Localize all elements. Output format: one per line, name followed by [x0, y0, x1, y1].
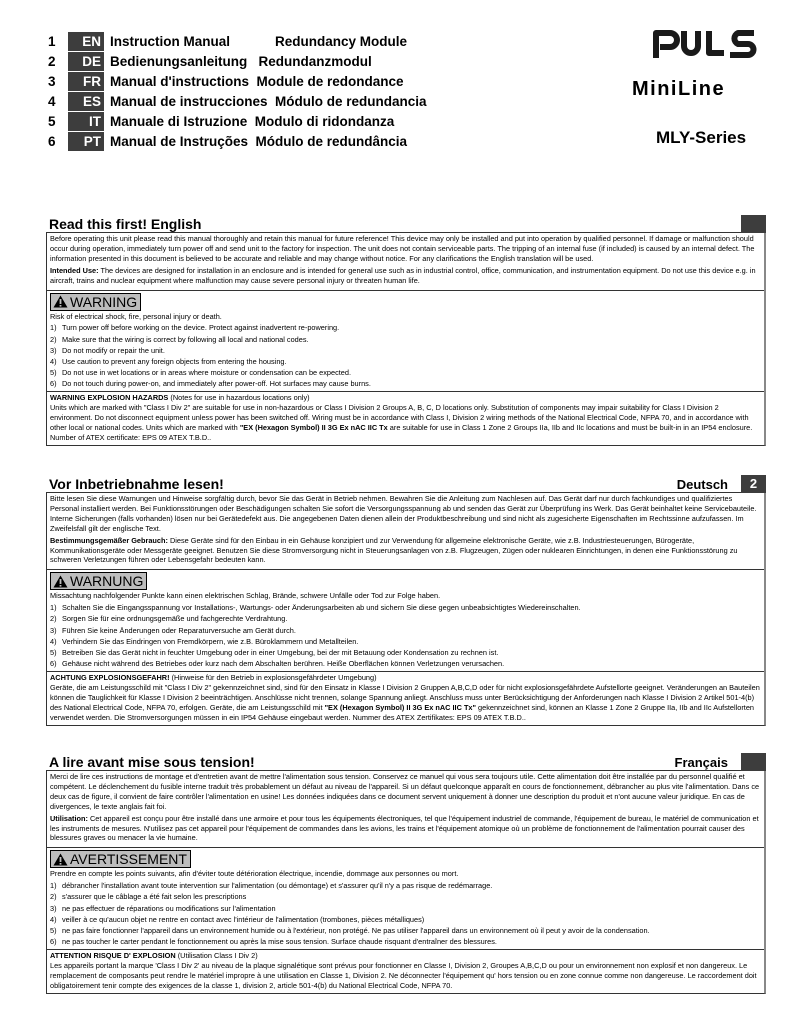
product-series: MLY-Series: [656, 128, 747, 147]
item-text: débrancher l'installation avant toute intervention sur l'alimentation (ou démontage) et s'assurer qu'il n'y a pas risque de redémarrage.: [62, 881, 493, 891]
explosion-heading: ACHTUNG EXPLOSIONSGEFAHR!: [50, 673, 170, 683]
explosion-heading: ATTENTION RISQUE D' EXPLOSION: [50, 951, 176, 961]
item-text: ne pas effectuer de réparations ou modifications sur l'alimentation: [62, 903, 276, 913]
language-row: [48, 51, 372, 71]
intended-use-label: Intended Use:: [50, 265, 99, 275]
language-number: 1: [48, 33, 56, 49]
warning-list-item: [50, 368, 761, 378]
warning-label: AVERTISSEMENT: [70, 851, 187, 868]
item-text: Do not modify or repair the unit.: [62, 345, 165, 355]
language-code-tag: EN: [68, 32, 104, 51]
item-text: s'assurer que le câblage a été fait selon les prescriptions: [62, 892, 247, 902]
warning-label: WARNING: [70, 293, 138, 310]
warning-list-item: [50, 346, 761, 356]
section-language: Français: [674, 755, 728, 770]
intended-use: [50, 266, 761, 286]
warning-list-item: [50, 323, 761, 333]
explosion-text: Geräte, die am Leistungsschild mit "Class I Div 2" gekennzeichnet sind, sind für den Einsatz in Klasse I Division 2 Gruppen A,B,C,D oder für nicht explosionsgefährdete Aufstellorte geeignet. Veränderungen an Bauteilen können die Tauglichkeit für Klasse I Division 2 beeinträchtigen. Anschlüsse nicht trennen, solange Spannung anliegt. Anschluss muss unter Berücksichtigung der Anforderungen nach Klasse I Division 2 Artikel 501-4(b) des National Electrical Code, NFPA 70, erfolgen. Geräte, die am Leistungsschild mit: [50, 683, 760, 712]
language-title: Manual de Instruções Módulo de redundância: [110, 133, 408, 149]
language-row: [48, 111, 394, 131]
explosion-heading: WARNING EXPLOSION HAZARDS: [50, 393, 169, 403]
intro-text: Before operating this unit please read this manual thoroughly and retain this manual for future reference! This device may only be installed and put into operation by qualified personnel. If damage or malfunction should occur during operation, immediately turn power off and send unit to the factory for inspection. The unit does not contain serviceable parts. The tripping of an internal fuse (if included) is caused by an internal defect. The information presented in this document is believed to be accurate and reliable and may change without notice. For any clarifications the English translation will be used.: [50, 234, 755, 263]
item-number: 2): [50, 614, 57, 624]
section-box: [46, 232, 766, 446]
item-text: Verhindern Sie das Eindringen von Fremdkörpern, wie z.B. Büroklammern und Metallteilen.: [62, 636, 359, 646]
section-header: [46, 216, 766, 232]
language-code-tag: IT: [68, 112, 104, 131]
item-text: Gehäuse nicht während des Betriebes oder kurz nach dem Abschalten berühren. Heiße Oberflächen können Verletzungen verursachen.: [62, 659, 505, 669]
warning-list: [50, 603, 761, 669]
warning-block: [47, 848, 764, 950]
language-number: 2: [48, 53, 56, 69]
item-number: 3): [50, 625, 57, 635]
warning-block: [47, 570, 764, 672]
section-german: [46, 476, 766, 726]
intended-use-text: Cet appareil est conçu pour être installé dans une armoire et pour tous les équipements électroniques, tel que l'équipement industriel de commande, l'équipement de bureau, le matériel de communication et les instruments de mesures. N'utilisez pas cet appareil pour l'équipement de commandes dans les avions, les trains et l'équipement atomique où un problème de fonctionnement de l'alimentation pourrait causer des blessures graves ou menacer la vie humaine.: [50, 813, 759, 843]
item-number: 4): [50, 357, 57, 367]
warning-list-item: [50, 379, 761, 389]
language-code-tag: PT: [68, 132, 104, 151]
item-text: ne pas toucher le carter pendant le fonctionnement ou après la mise sous tension. Surface chaude risquant d'entraîner des blessures.: [62, 937, 497, 947]
warning-badge: [50, 572, 147, 590]
language-row: [48, 91, 427, 111]
warning-intro: Risk of electrical shock, fire, personal injury or death.: [50, 311, 222, 321]
warning-list-item: [50, 335, 761, 345]
item-text: Führen Sie keine Änderungen oder Reparaturversuche am Gerät durch.: [62, 625, 296, 635]
section-number-tab: 2: [741, 475, 766, 493]
section-title: Read this first! English: [49, 216, 202, 232]
language-number: 3: [48, 73, 56, 89]
language-row: [48, 31, 407, 51]
warning-list-item: [50, 937, 761, 947]
section-number-tab: [741, 215, 766, 233]
item-number: 1): [50, 603, 57, 613]
explosion-text: Les appareils portant la marque 'Class I Div 2' au niveau de la plaque signalétique sont prévus pour fonctionner en Classe I, Division 2, Groupes A,B,C,D ou pour un environnement non explosif et non dangereux. Le remplacement de composants peut rendre le matériel impropre à une utilisation en Classe 1, Division 2. Ne déconnecter l'équipement qu' hors tension ou en zone connue comme non dangereuse. Le raccordement doit obligatoirement tenir compte des exigences de la classe 1, division 2, article 501-4(b) du National Electrical Code, NFPA 70.: [50, 961, 757, 990]
warning-list: [50, 881, 761, 947]
item-text: ne pas faire fonctionner l'appareil dans un environnement humide ou à l'extérieur, non protégé. Ne pas utiliser l'appareil dans un environnement où il peut y avoir de la condensation.: [62, 926, 650, 936]
section-french: [46, 754, 766, 994]
intended-use: [50, 814, 761, 844]
language-row: [48, 71, 404, 91]
item-number: 1): [50, 323, 57, 333]
warning-list-item: [50, 614, 761, 624]
intended-use-text: The devices are designed for installation in an enclosure and is intended for general use such as in industrial control, office, communication, and instrumentation equipment. Do not use this device e.g. in aircraft, trains and nuclear equipment where malfunction may cause severe personal injury or threaten human life.: [50, 265, 756, 285]
explosion-marking: "EX (Hexagon Symbol) II 3G Ex nAC IIC Tx: [239, 423, 388, 433]
warning-list-item: [50, 892, 761, 902]
item-number: 1): [50, 881, 57, 891]
section-header: [46, 754, 766, 770]
warning-list-item: [50, 904, 761, 914]
warning-badge: [50, 293, 141, 311]
intended-use: [50, 536, 761, 566]
language-number: 6: [48, 133, 56, 149]
item-text: Do not touch during power-on, and immediately after power-off. Hot surfaces may cause burns.: [62, 379, 371, 389]
section-title: Vor Inbetriebnahme lesen!: [49, 476, 224, 492]
item-text: Betreiben Sie das Gerät nicht in feuchter Umgebung oder in einer Umgebung, bei der mit Betauung oder Kondensation zu rechnen ist.: [62, 648, 499, 658]
item-number: 6): [50, 659, 57, 669]
language-code-tag: DE: [68, 52, 104, 71]
explosion-block: [47, 392, 764, 445]
item-number: 3): [50, 345, 57, 355]
puls-logo: [652, 28, 758, 58]
language-number: 5: [48, 113, 56, 129]
item-number: 4): [50, 636, 57, 646]
section-box: [46, 492, 766, 726]
item-number: 6): [50, 379, 57, 389]
warning-badge: [50, 850, 191, 868]
explosion-note: (Notes for use in hazardous locations only): [168, 393, 310, 403]
item-number: 3): [50, 903, 57, 913]
language-row: [48, 131, 407, 151]
section-english: [46, 216, 766, 446]
section-language: Deutsch: [676, 477, 728, 492]
warning-list: [50, 323, 761, 389]
explosion-note: (Utilisation Class I Div 2): [175, 951, 258, 961]
warning-list-item: [50, 626, 761, 636]
warning-list-item: [50, 637, 761, 647]
section-header: [46, 476, 766, 492]
language-code-tag: FR: [68, 72, 104, 91]
item-text: veiller à ce qu'aucun objet ne rentre en contact avec l'intérieur de l'alimentation (trombones, pièces métalliques): [62, 914, 425, 924]
item-number: 2): [50, 892, 57, 902]
warning-intro: Missachtung nachfolgender Punkte kann einen elektrischen Schlag, Brände, schwere Unfälle oder Tod zur Folge haben.: [50, 591, 441, 601]
item-text: Use caution to prevent any foreign objects from entering the housing.: [62, 357, 287, 367]
warning-list-item: [50, 915, 761, 925]
item-text: Turn power off before working on the device. Protect against inadvertent re-powering.: [62, 323, 340, 333]
warning-list-item: [50, 881, 761, 891]
explosion-block: [47, 672, 764, 725]
intended-use-label: Bestimmungsgemäßer Gebrauch:: [50, 535, 168, 545]
language-title: Manual de instrucciones Módulo de redundancia: [110, 93, 427, 109]
language-title: Instruction Manual Redundancy Module: [110, 33, 408, 49]
item-number: 5): [50, 926, 57, 936]
explosion-block: [47, 950, 764, 993]
intro-block: [47, 493, 764, 570]
item-number: 2): [50, 334, 57, 344]
item-text: Do not use in wet locations or in areas where moisture or condensation can be expected.: [62, 368, 352, 378]
warning-list-item: [50, 603, 761, 613]
language-title: Bedienungsanleitung Redundanzmodul: [110, 53, 372, 69]
warning-list-item: [50, 357, 761, 367]
intro-text: Merci de lire ces instructions de montage et d'entretien avant de mettre l'alimentation sous tension. Conservez ce manuel qui vous sera toujours utile. Cette alimentation doit être installée par du personnel qualifié et compétent. Le déclenchement du fusible interne traduit très probablement un défaut au niveau de l'appareil. Si un défaut quelconque apparaît en cours de fonctionnement, débrancher au plus vite l'alimentation. Dans ce deux cas de figure, il convient de faire contrôler l'alimentation en usine! Les données indiquées dans ce document servent uniquement à donner une description du produit et n'ont aucune valeur juridique. En cas de divergences, le texte anglais fait foi.: [50, 772, 760, 811]
warning-triangle-icon: [53, 295, 68, 308]
warning-triangle-icon: [53, 575, 68, 588]
item-number: 5): [50, 368, 57, 378]
section-title: A lire avant mise sous tension!: [49, 754, 255, 770]
intro-block: [47, 771, 764, 848]
language-title: Manuale di Istruzione Modulo di ridondanza: [110, 113, 395, 129]
item-number: 4): [50, 914, 57, 924]
section-number-tab: [741, 753, 766, 771]
product-line: MiniLine: [632, 78, 726, 100]
explosion-marking: "EX (Hexagon Symbol) II 3G Ex nAC IIC Tx": [324, 702, 476, 712]
warning-list-item: [50, 926, 761, 936]
warning-intro: Prendre en compte les points suivants, afin d'éviter toute détérioration électrique, incendie, dommage aux personnes ou mort.: [50, 869, 459, 879]
item-text: Make sure that the wiring is correct by following all local and national codes.: [62, 334, 309, 344]
explosion-text-end: are suitable for use in Class 1 Zone 2 Groups IIa, IIb and IIc locations and must be built-in in an IP54 enclosure. Number of ATEX certificate: EPS 09 ATEX T.B.D..: [50, 423, 753, 442]
item-number: 5): [50, 648, 57, 658]
language-code-tag: ES: [68, 92, 104, 111]
explosion-note: (Hinweise für den Betrieb in explosionsgefährdeter Umgebung): [169, 673, 377, 683]
intended-use-label: Utilisation:: [50, 813, 88, 823]
warning-label: WARNUNG: [70, 573, 144, 590]
language-title: Manual d'instructions Module de redondance: [110, 73, 404, 89]
language-number: 4: [48, 93, 56, 109]
item-text: Sorgen Sie für eine ordnungsgemäße und fachgerechte Verdrahtung.: [62, 614, 288, 624]
intro-block: [47, 233, 764, 291]
warning-block: [47, 291, 764, 393]
item-text: Schalten Sie die Eingangsspannung vor Installations-, Wartungs- oder Änderungsarbeiten ab und sichern Sie diese gegen unbeabsichtigtes Wiedereinschalten.: [62, 603, 581, 613]
item-number: 6): [50, 937, 57, 947]
explosion-text-end: gekennzeichnet sind, können an Klasse 1 Zone 2 Gruppe IIa, IIb and IIc Aufstellorten verwendet werden. Die Stromversorgungen müssen in ein IP54 Gehäuse eingebaut werden. Nummer des ATEX Zertifikates: EPS 09 ATEX T.B.D..: [50, 702, 755, 722]
intro-text: Bitte lesen Sie diese Warnungen und Hinweise sorgfältig durch, bevor Sie das Gerät in Betrieb nehmen. Bewahren Sie die Anleitung zum Nachlesen auf. Das Gerät darf nur durch fachkundiges und qualifiziertes Personal installiert werden. Bei Funktionsstörungen oder Beschädigungen schalten Sie sofort die Versorgungsspannung ab und senden das Gerät zur Überprüfung ins Werk. Das Gerät beinhaltet keine Servicebauteile. Interne Sicherungen (falls vorhanden) lösen nur bei Gerätedefekt aus. Die angegebenen Daten dienen allein der Produktbeschreibung und sind nicht als zugesicherte Eigenschaften im Rechtssinne aufzufassen. Im Zweifelsfall gilt der englische Text.: [50, 494, 757, 533]
explosion-text: Units which are marked with "Class I Div 2" are suitable for use in non-hazardous or Class I Division 2 Groups A, B, C, D locations only. Substitution of components may impair suitability for Class I Division 2 environment. Do not disconnect equipment unless power has been switched off. Wiring must be in accordance with Class I, Division 2 wiring methods of the National Electrical Code, NFPA 70, and in accordance with other local or national codes. Units which are marked with: [50, 403, 749, 433]
warning-list-item: [50, 659, 761, 669]
intended-use-text: Diese Geräte sind für den Einbau in ein Gehäuse konzipiert und zur Verwendung für allgemeine elektronische Geräte, wie z.B. Industriesteuerungen, Bürogeräte, Kommunikationsgeräte oder Messgeräte geeignet. Benutzen Sie diese Stromversorgung nicht in Steuerungsanlagen von z.B. Flugzeugen, Zügen oder nuklearen Einrichtungen, in denen eine Funktionsstörung zu schweren Verletzungen führen oder Lebensgefahr bedeuten kann.: [50, 535, 738, 565]
warning-triangle-icon: [53, 853, 68, 866]
warning-list-item: [50, 648, 761, 658]
section-box: [46, 770, 766, 994]
